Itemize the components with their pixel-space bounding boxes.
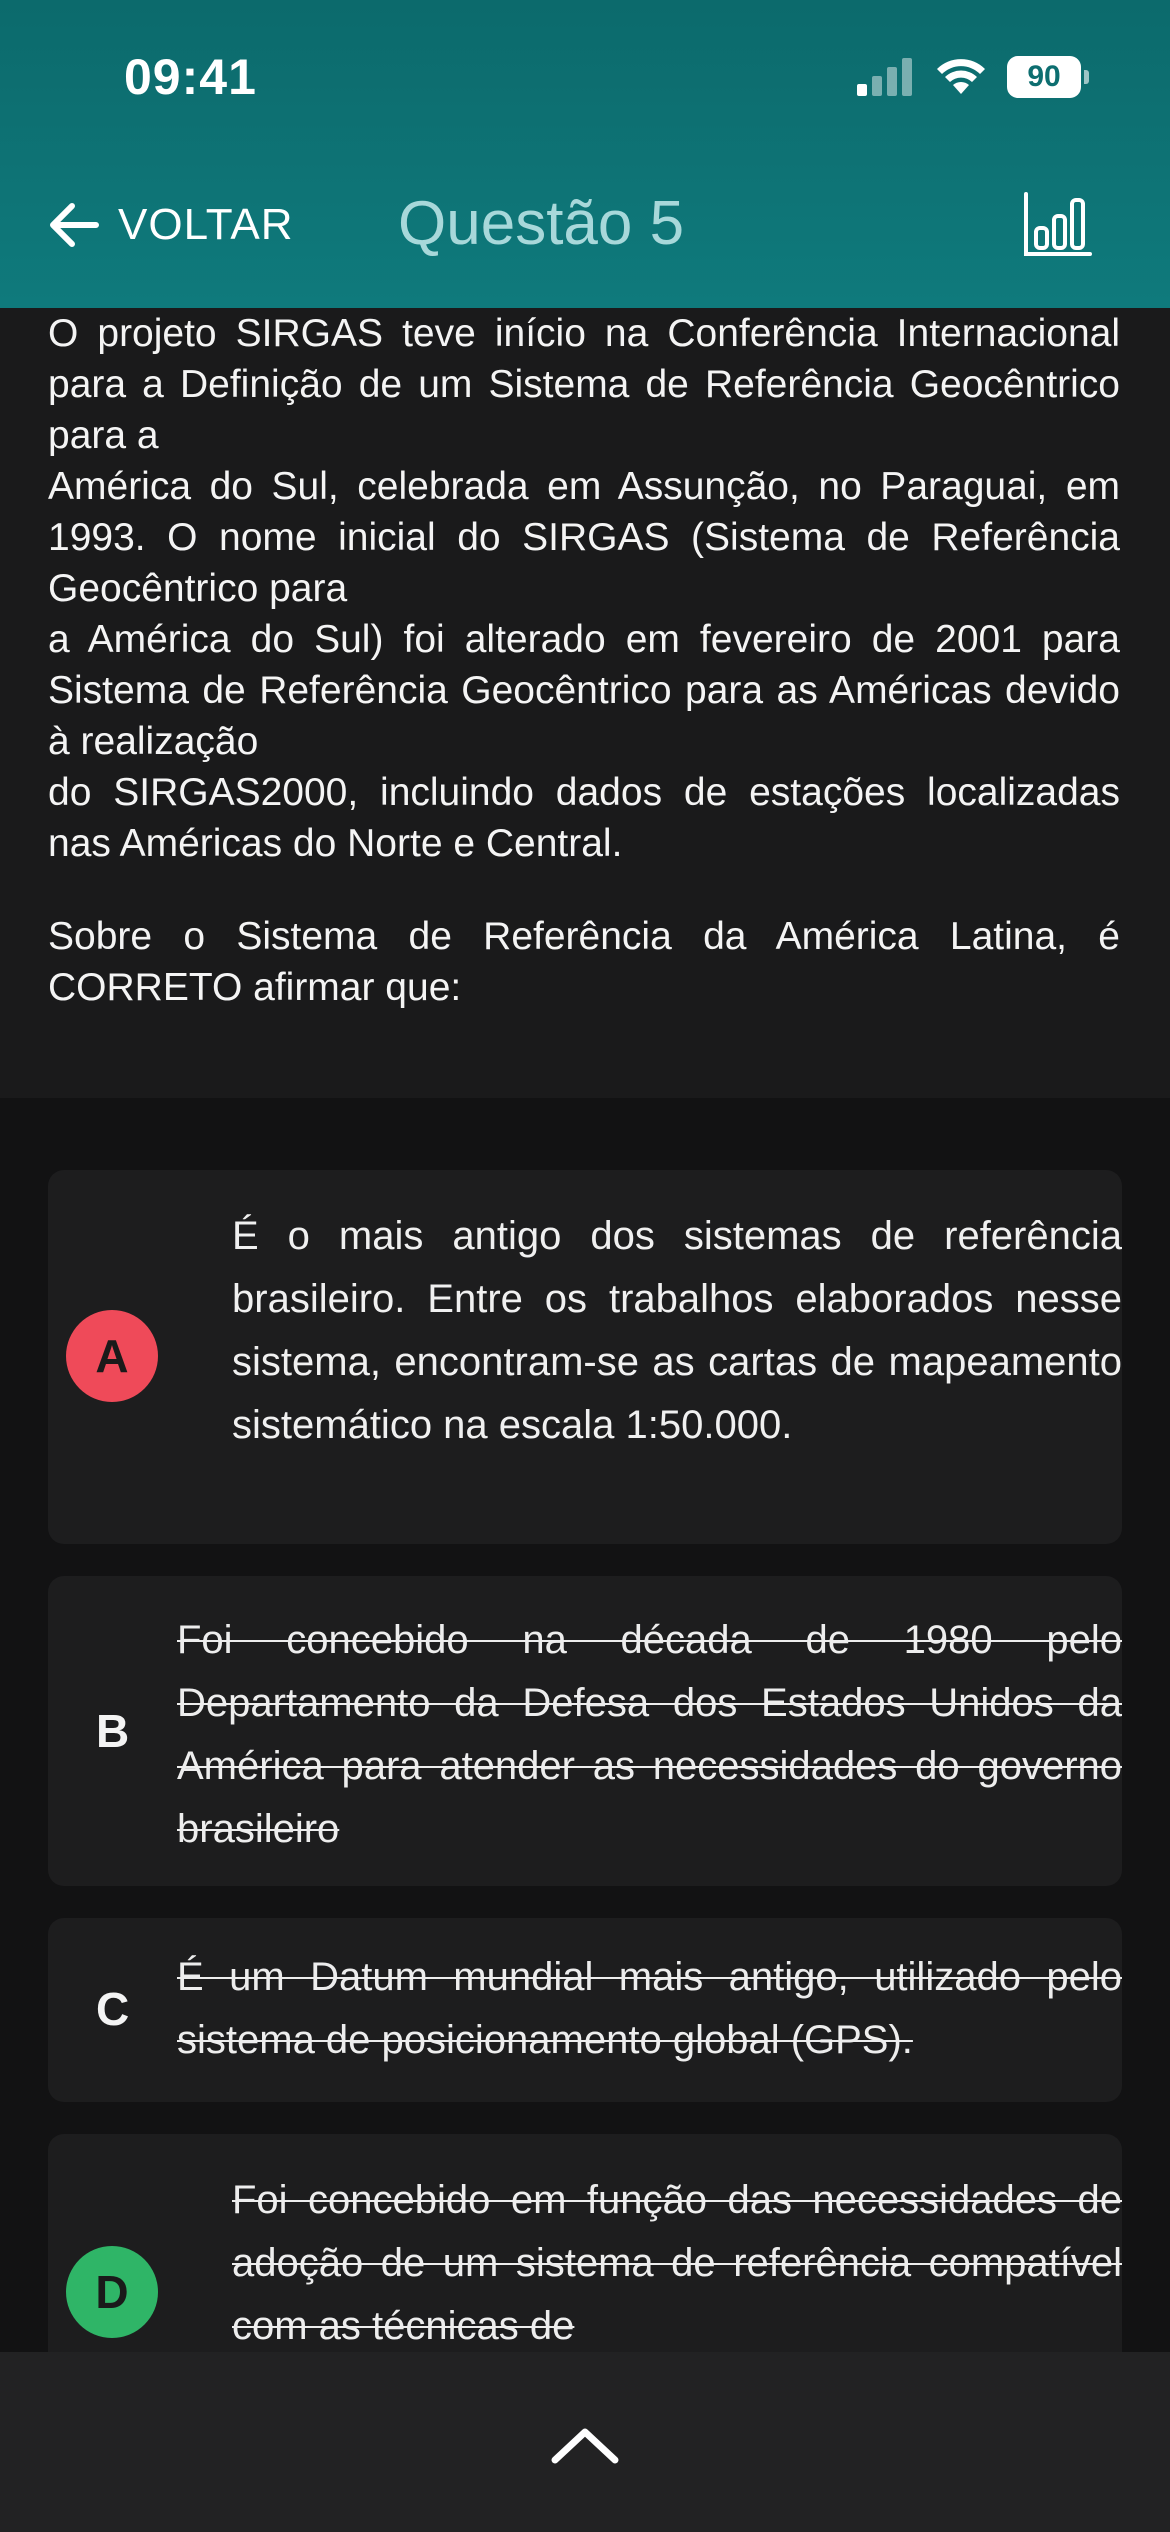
wifi-icon bbox=[935, 56, 987, 96]
option-letter-badge: D bbox=[66, 2246, 158, 2338]
question-paragraph: O projeto SIRGAS teve início na Conferência Internacional para a Definição de um Sistema de Referência Geocêntrico para a América do Sul, celebrada em Assunção, no Paraguai, em 1993. O nome inicial do SIRGAS (Sistema de Referência Geocêntrico para a América do Sul) foi alterado em fevereiro de 2001 para Sistema de Referência Geocêntrico para as Américas devido à realização do SIRGAS2000, incluindo dados de estações localizadas nas Américas do Norte e Central. bbox=[48, 312, 1120, 865]
bottom-bar bbox=[0, 2352, 1170, 2532]
option-text: Foi concebido em função das necessidades de adoção de um sistema de referência compatível com as técnicas de bbox=[232, 2178, 1122, 2348]
battery-level: 90 bbox=[1007, 56, 1081, 98]
option-text: É o mais antigo dos sistemas de referência brasileiro. Entre os trabalhos elaborados nesse sistema, encontram-se as cartas de mapeamento sistemático na escala 1:50.000. bbox=[232, 1214, 1122, 1447]
question-text bbox=[48, 308, 1120, 1013]
cellular-signal-icon bbox=[855, 58, 915, 96]
option-a[interactable] bbox=[48, 1170, 1122, 1544]
back-label: VOLTAR bbox=[118, 200, 294, 249]
arrow-left-icon bbox=[44, 195, 104, 255]
question-area bbox=[0, 308, 1170, 1098]
option-b[interactable] bbox=[48, 1576, 1122, 1886]
chevron-up-icon[interactable] bbox=[540, 2416, 630, 2476]
page-title: Questão 5 bbox=[398, 189, 685, 258]
option-c[interactable] bbox=[48, 1918, 1122, 2102]
option-letter: C bbox=[96, 1983, 130, 2035]
option-text: Foi concebido na década de 1980 pelo Departamento da Defesa dos Estados Unidos da América para atender as necessidades do governo brasileiro bbox=[177, 1618, 1122, 1851]
app-header bbox=[0, 0, 1170, 308]
question-prompt: Sobre o Sistema de Referência da América Latina, é CORRETO afirmar que: bbox=[48, 915, 1120, 1009]
option-letter-badge: A bbox=[66, 1310, 158, 1402]
status-time: 09:41 bbox=[124, 49, 257, 105]
option-text: É um Datum mundial mais antigo, utilizado pelo sistema de posicionamento global (GPS). bbox=[177, 1955, 1122, 2062]
bar-chart-icon[interactable] bbox=[1022, 188, 1094, 260]
option-letter: B bbox=[96, 1705, 130, 1757]
battery-icon bbox=[1007, 56, 1089, 98]
back-button[interactable] bbox=[44, 190, 294, 260]
